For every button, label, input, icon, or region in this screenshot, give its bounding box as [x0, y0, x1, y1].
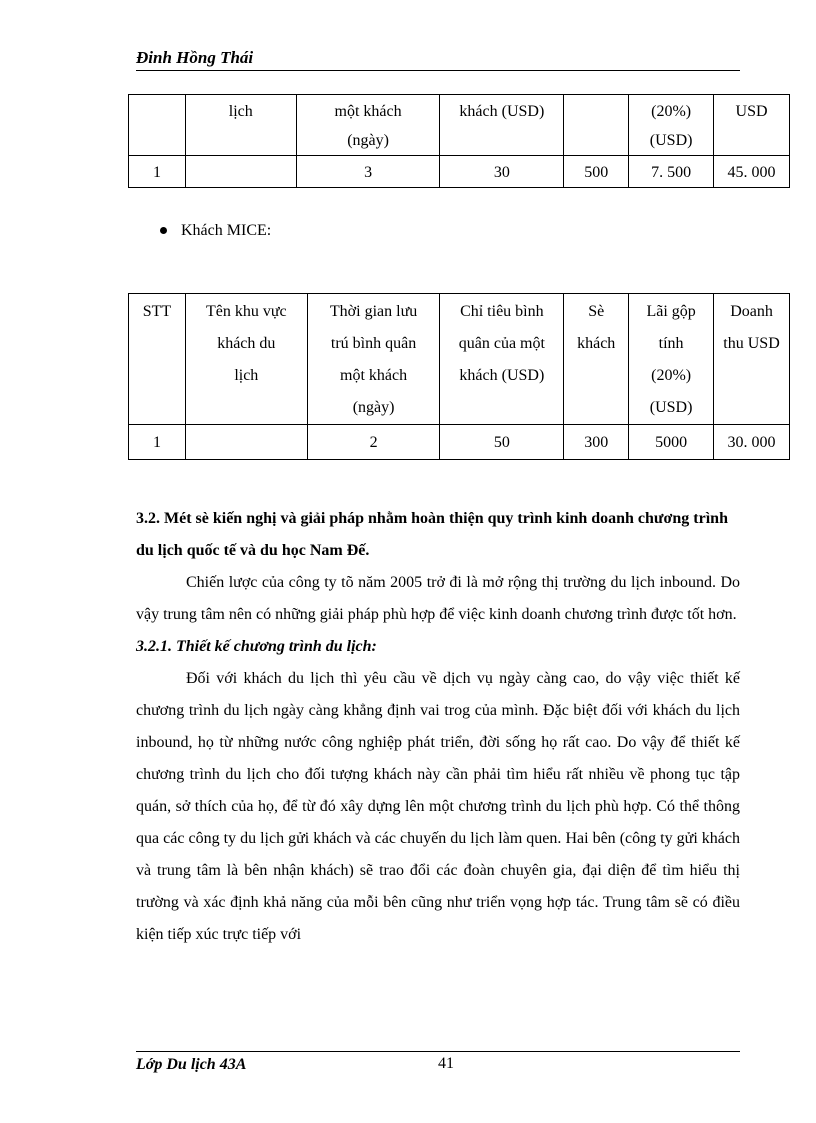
table-header-row	[129, 95, 790, 156]
table-cell: 1	[129, 156, 186, 188]
header-cell: USD	[714, 95, 790, 156]
table-cell: 45. 000	[714, 156, 790, 188]
header-cell: STT	[129, 294, 186, 425]
page-number: 41	[438, 1055, 454, 1072]
header-cell: Chỉ tiêu bình quân của một khách (USD)	[440, 294, 564, 425]
table-cell: 30. 000	[714, 425, 790, 460]
header-cell	[564, 95, 629, 156]
table-cell: 3	[296, 156, 440, 188]
table-row	[129, 156, 790, 188]
section-body: Đối với khách du lịch thì yêu cầu về dịch vụ ngày càng cao, do vậy việc thiết kế chương trình du lịch ngày càng khẳng định vai trog của mình. Đặc biệt đối với khách du lịch inbound, họ từ những nước công nghiệp phát triển, đời sống họ rất cao. Do vậy để thiết kế chương trình du lịch cho đối tượng khách này cần phải tìm hiểu rất nhiều về phong tục tập quán, sở thích của họ, để từ đó xây dựng lên một chương trình du lịch phù hợp. Có thể thông qua các công ty du lịch gửi khách và các chuyến du lịch làm quen. Hai bên (công ty gửi khách và trung tâm là bên nhận khách) sẽ trao đổi các đoàn chuyên gia, đại diện để tìm hiểu thị trường và xác định khả năng của mỗi bên cũng như triển vọng hợp tác. Trung tâm sẽ có điều kiện tiếp xúc trực tiếp với	[136, 670, 740, 943]
section-intro: Chiến lược của công ty tõ năm 2005 trở đi là mở rộng thị trường du lịch inbound. Do vậy trung tâm nên có những giải pháp phù hợp để việc kinh doanh chương trình được tốt hơn.	[136, 574, 740, 623]
bullet-text: Khách MICE:	[181, 222, 272, 239]
header-cell: (20%) (USD)	[629, 95, 714, 156]
header-rule	[136, 70, 740, 71]
footer-rule	[136, 1051, 740, 1052]
table-cell: 7. 500	[629, 156, 714, 188]
footer-class-name: Lớp Du lịch 43A	[136, 1056, 247, 1073]
table-cell: 500	[564, 156, 629, 188]
header-cell: Thời gian lưu trú bình quân một khách (ngày)	[307, 294, 440, 425]
table-tourist-continuation	[128, 94, 790, 188]
header-cell: khách (USD)	[440, 95, 564, 156]
table-cell: 300	[564, 425, 629, 460]
header-cell	[129, 95, 186, 156]
subsection-title: 3.2.1. Thiết kế chương trình du lịch:	[136, 638, 377, 655]
table-cell: 1	[129, 425, 186, 460]
table-header-row	[129, 294, 790, 425]
table-mice	[128, 293, 790, 460]
header-cell: Doanh thu USD	[714, 294, 790, 425]
bullet-dot-icon	[160, 227, 167, 234]
header-cell: lịch	[185, 95, 296, 156]
table-cell: 30	[440, 156, 564, 188]
header-cell: một khách (ngày)	[296, 95, 440, 156]
header-cell: Lãi gộp tính (20%) (USD)	[629, 294, 714, 425]
header-cell: Tên khu vực khách du lịch	[185, 294, 307, 425]
table-cell: 5000	[629, 425, 714, 460]
table-cell	[185, 156, 296, 188]
table-cell	[185, 425, 307, 460]
header-author: Đinh Hồng Thái	[136, 48, 254, 67]
section-title: 3.2. Mét sè kiến nghị và giải pháp nhằm hoàn thiện quy trình kinh doanh chương trình du lịch quốc tế và du học Nam Đế.	[136, 510, 728, 559]
table-cell: 50	[440, 425, 564, 460]
header-cell: Sè khách	[564, 294, 629, 425]
bullet-mice	[160, 222, 271, 240]
table-cell: 2	[307, 425, 440, 460]
table-row	[129, 425, 790, 460]
